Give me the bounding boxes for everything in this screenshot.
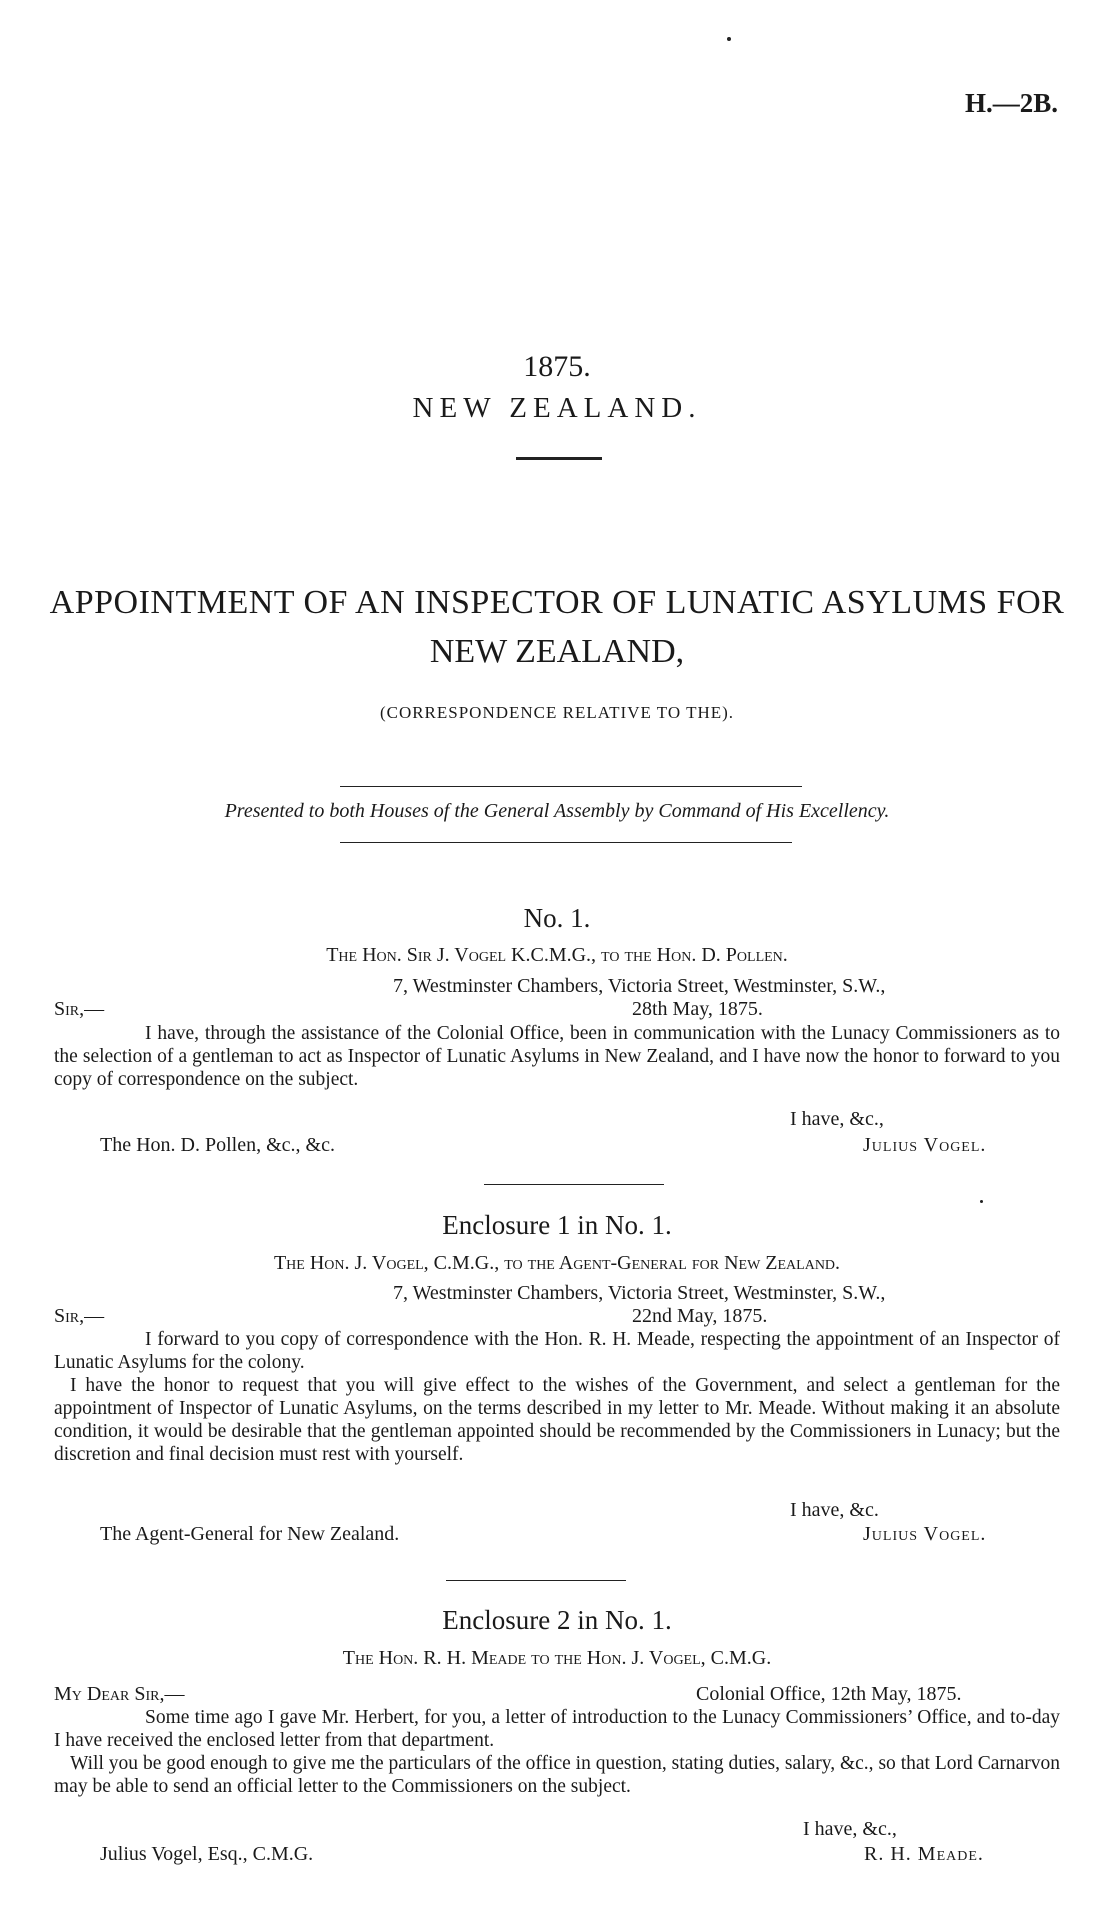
enc1-from-to: The Hon. J. Vogel, C.M.G., to the Agent-General for New Zealand. bbox=[273, 1252, 841, 1274]
section-heading-enclosure1: Enclosure 1 in No. 1. bbox=[442, 1210, 672, 1240]
enc2-addressee: Julius Vogel, Esq., C.M.G. bbox=[100, 1843, 314, 1865]
no1-closing: I have, &c., bbox=[790, 1108, 884, 1130]
enc1-closing: I have, &c. bbox=[790, 1499, 879, 1521]
speck-mark bbox=[727, 37, 731, 41]
enc1-addressee: The Agent-General for New Zealand. bbox=[100, 1523, 400, 1545]
enc2-from-to: The Hon. R. H. Meade to the Hon. J. Vogel, C.M.G. bbox=[342, 1647, 772, 1669]
section-heading-enclosure2: Enclosure 2 in No. 1. bbox=[442, 1605, 672, 1635]
document-reference: H.—2B. bbox=[964, 88, 1058, 118]
title-divider bbox=[516, 457, 602, 460]
enc2-closing: I have, &c., bbox=[803, 1818, 897, 1840]
enc2-salutation: My Dear Sir,— bbox=[54, 1683, 185, 1705]
speck-mark bbox=[980, 1200, 983, 1203]
enc1-date: 22nd May, 1875. bbox=[632, 1305, 768, 1327]
enc1-signature: Julius Vogel. bbox=[863, 1523, 987, 1545]
section-heading-no1: No. 1. bbox=[523, 903, 591, 933]
no1-signature: Julius Vogel. bbox=[863, 1134, 987, 1156]
enc1-salutation: Sir,— bbox=[54, 1305, 105, 1327]
enc2-signature: R. H. Meade. bbox=[864, 1843, 984, 1865]
no1-body bbox=[54, 1022, 1060, 1091]
no1-from-to: The Hon. Sir J. Vogel K.C.M.G., to the Hon. D. Pollen. bbox=[326, 944, 788, 966]
no1-date: 28th May, 1875. bbox=[632, 998, 763, 1020]
enc2-paragraph-2: Will you be good enough to give me the particulars of the office in question, stating duties, salary, &c., so that Lord Carnarvon may be able to send an official letter to the Commissioners on the subject. bbox=[54, 1753, 1060, 1797]
no1-addressee: The Hon. D. Pollen, &c., &c. bbox=[100, 1134, 335, 1156]
presented-bottom-rule bbox=[340, 842, 792, 843]
no1-paragraph: I have, through the assistance of the Colonial Office, been in communication with the Lunacy Commissioners as to the selection of a gentleman to act as Inspector of Lunatic Asylums in New Zealand, and I have now the honor to forward to you copy of correspondence on the subject. bbox=[54, 1023, 1060, 1090]
presented-line: Presented to both Houses of the General Assembly by Command of His Excellency. bbox=[224, 800, 890, 822]
document-subtitle: (CORRESPONDENCE RELATIVE TO THE). bbox=[379, 703, 735, 722]
enc1-address: 7, Westminster Chambers, Victoria Street, Westminster, S.W., bbox=[393, 1282, 886, 1304]
enc2-paragraph-1: Some time ago I gave Mr. Herbert, for you, a letter of introduction to the Lunacy Commissioners’ Office, and to-day I have received the enclosed letter from that department. bbox=[54, 1707, 1060, 1751]
document-title-line2: NEW ZEALAND, bbox=[429, 633, 685, 670]
section-divider-1 bbox=[484, 1184, 664, 1185]
enc2-date: Colonial Office, 12th May, 1875. bbox=[696, 1683, 962, 1705]
section-divider-2 bbox=[446, 1580, 626, 1581]
enc1-paragraph-2: I have the honor to request that you will give effect to the wishes of the Government, and select a gentleman for the appointment of Inspector of Lunatic Asylums, on the terms described in my letter to Mr. Meade. Without making it an absolute condition, it would be desirable that the gentleman appointed should be recommended by the Commissioners in Lunacy; but the discretion and final decision must rest with yourself. bbox=[54, 1375, 1060, 1465]
enc1-paragraph-1: I forward to you copy of correspondence with the Hon. R. H. Meade, respecting the appointment of an Inspector of Lunatic Asylums for the colony. bbox=[54, 1329, 1060, 1373]
enc2-body bbox=[54, 1706, 1060, 1798]
enc1-body bbox=[54, 1328, 1060, 1466]
country: NEW ZEALAND. bbox=[412, 392, 702, 424]
no1-salutation: Sir,— bbox=[54, 998, 105, 1020]
document-title-line1: APPOINTMENT OF AN INSPECTOR OF LUNATIC ASYLUMS FOR bbox=[49, 584, 1065, 621]
presented-top-rule bbox=[340, 786, 802, 787]
year: 1875. bbox=[523, 350, 591, 383]
no1-address: 7, Westminster Chambers, Victoria Street, Westminster, S.W., bbox=[393, 975, 886, 997]
